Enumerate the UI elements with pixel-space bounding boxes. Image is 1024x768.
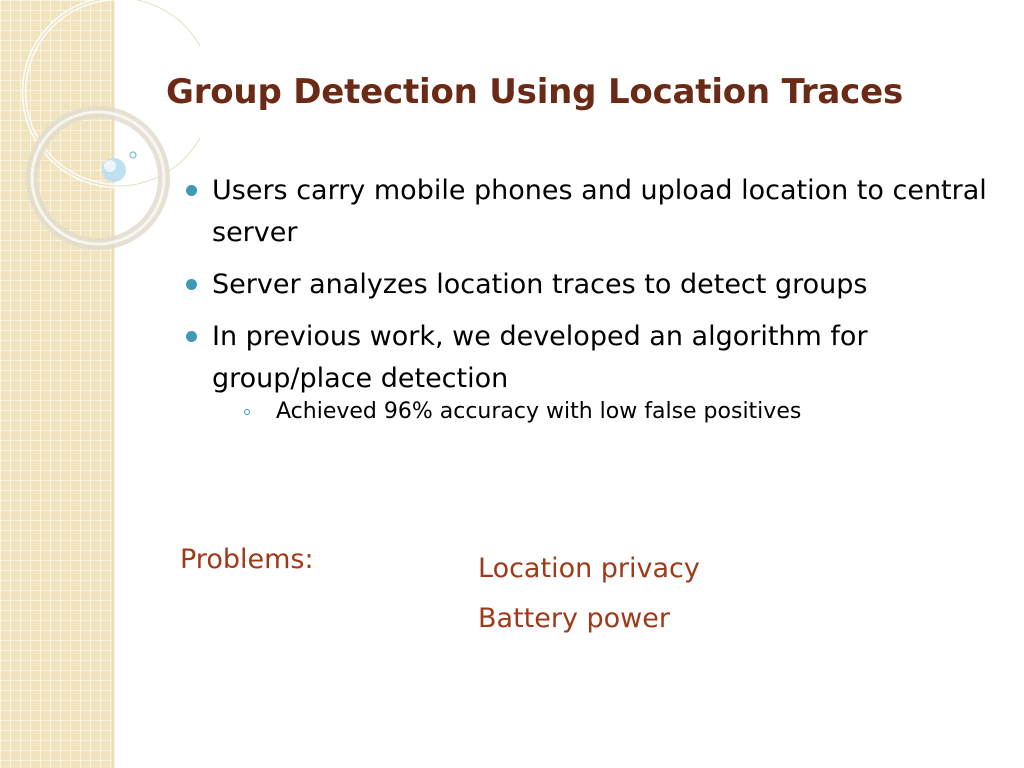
sub-bullet-list	[212, 396, 1006, 428]
slide-title: Group Detection Using Location Traces	[166, 72, 903, 112]
bullet-text: In previous work, we developed an algorithm for group/place detection	[212, 321, 868, 394]
decorative-rings-icon	[0, 0, 200, 300]
filled-circle-bullet-icon	[186, 331, 197, 342]
sub-bullet-text: Achieved 96% accuracy with low false positives	[276, 399, 802, 424]
hollow-circle-bullet-icon	[244, 409, 250, 415]
bullet-item	[186, 170, 1006, 254]
bullet-item	[186, 264, 1006, 306]
problem-item: Battery power	[478, 603, 670, 634]
bullet-text: Server analyzes location traces to detect groups	[212, 269, 868, 300]
problem-item: Location privacy	[478, 553, 700, 584]
filled-circle-bullet-icon	[186, 185, 197, 196]
problems-label: Problems:	[180, 544, 314, 575]
problems-list	[478, 544, 700, 644]
filled-circle-bullet-icon	[186, 279, 197, 290]
sub-bullet-item	[244, 396, 1006, 428]
bullet-text: Users carry mobile phones and upload location to central server	[212, 175, 987, 248]
bullet-list	[186, 170, 1006, 438]
bullet-item	[186, 316, 1006, 428]
